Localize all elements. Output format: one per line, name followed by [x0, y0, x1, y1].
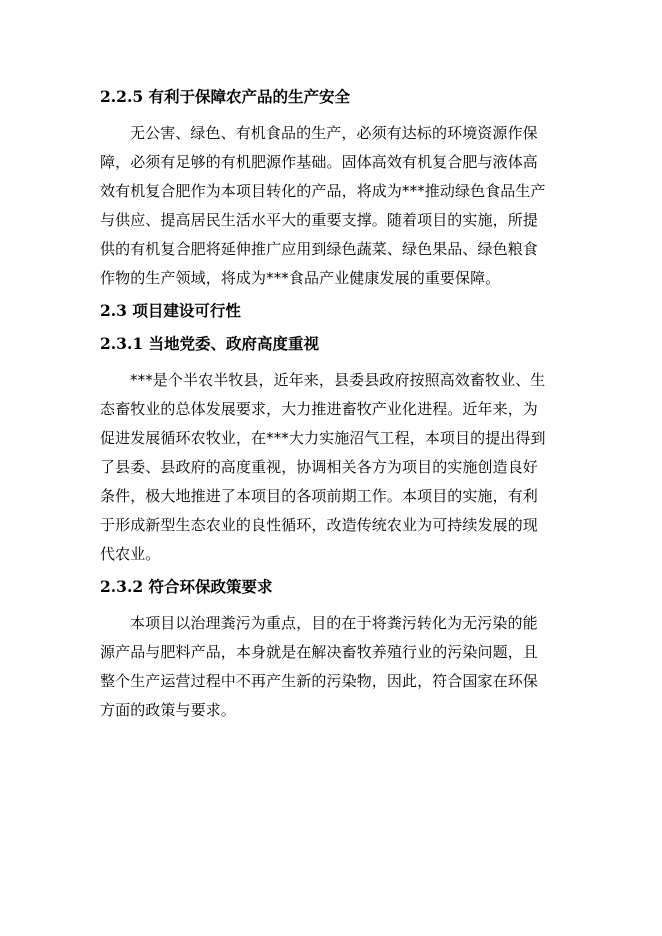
- section-heading: 2.2.5 有利于保障农产品的生产安全: [100, 87, 351, 106]
- section-2-3-2: [100, 576, 560, 725]
- section-heading: 2.3.1 当地党委、政府高度重视: [100, 334, 320, 353]
- section-paragraph: [100, 366, 560, 569]
- section-2-3: [100, 300, 560, 322]
- section-2-3-1: [100, 333, 560, 569]
- paragraph-line: 供的有机复合肥将延伸推广应用到绿色蔬菜、绿色果品、绿色粮食: [100, 240, 538, 258]
- paragraph-line: 整个生产运营过程中不再产生新的污染物，因此，符合国家在环保: [100, 672, 538, 690]
- paragraph-line: 效有机复合肥作为本项目转化的产品，将成为***推动绿色食品生产: [100, 182, 546, 200]
- paragraph-line: ***是个半农半牧县，近年来，县委县政府按照高效畜牧业、生: [130, 371, 546, 389]
- paragraph-line: 了县委、县政府的高度重视，协调相关各方为项目的实施创造良好: [100, 458, 538, 476]
- paragraph-line: 条件，极大地推进了本项目的各项前期工作。本项目的实施，有利: [100, 487, 538, 505]
- section-paragraph: [100, 609, 560, 725]
- paragraph-line: 促进发展循环农牧业，在***大力实施沼气工程，本项目的提出得到: [100, 429, 546, 447]
- paragraph-line: 障，必须有足够的有机肥源作基础。固体高效有机复合肥与液体高: [100, 153, 538, 171]
- paragraph-line: 本项目以治理粪污为重点，目的在于将粪污转化为无污染的能: [130, 614, 538, 632]
- paragraph-line: 源产品与肥料产品，本身就是在解决畜牧养殖行业的污染问题，且: [100, 643, 538, 661]
- section-heading: 2.3 项目建设可行性: [100, 301, 241, 320]
- paragraph-line: 与供应、提高居民生活水平大的重要支撑。随着项目的实施，所提: [100, 211, 538, 229]
- document-body: [100, 86, 560, 725]
- paragraph-line: 态畜牧业的总体发展要求，大力推进畜牧产业化进程。近年来，为: [100, 400, 538, 418]
- section-paragraph: [100, 119, 560, 293]
- section-heading: 2.3.2 符合环保政策要求: [100, 577, 273, 596]
- paragraph-line: 代农业。: [100, 545, 161, 563]
- paragraph-line: 于形成新型生态农业的良性循环，改造传统农业为可持续发展的现: [100, 516, 538, 534]
- paragraph-line: 无公害、绿色、有机食品的生产，必须有达标的环境资源作保: [130, 124, 538, 142]
- section-2-2-5: [100, 86, 560, 293]
- paragraph-line: 方面的政策与要求。: [100, 701, 236, 719]
- paragraph-line: 作物的生产领域，将成为***食品产业健康发展的重要保障。: [100, 269, 501, 287]
